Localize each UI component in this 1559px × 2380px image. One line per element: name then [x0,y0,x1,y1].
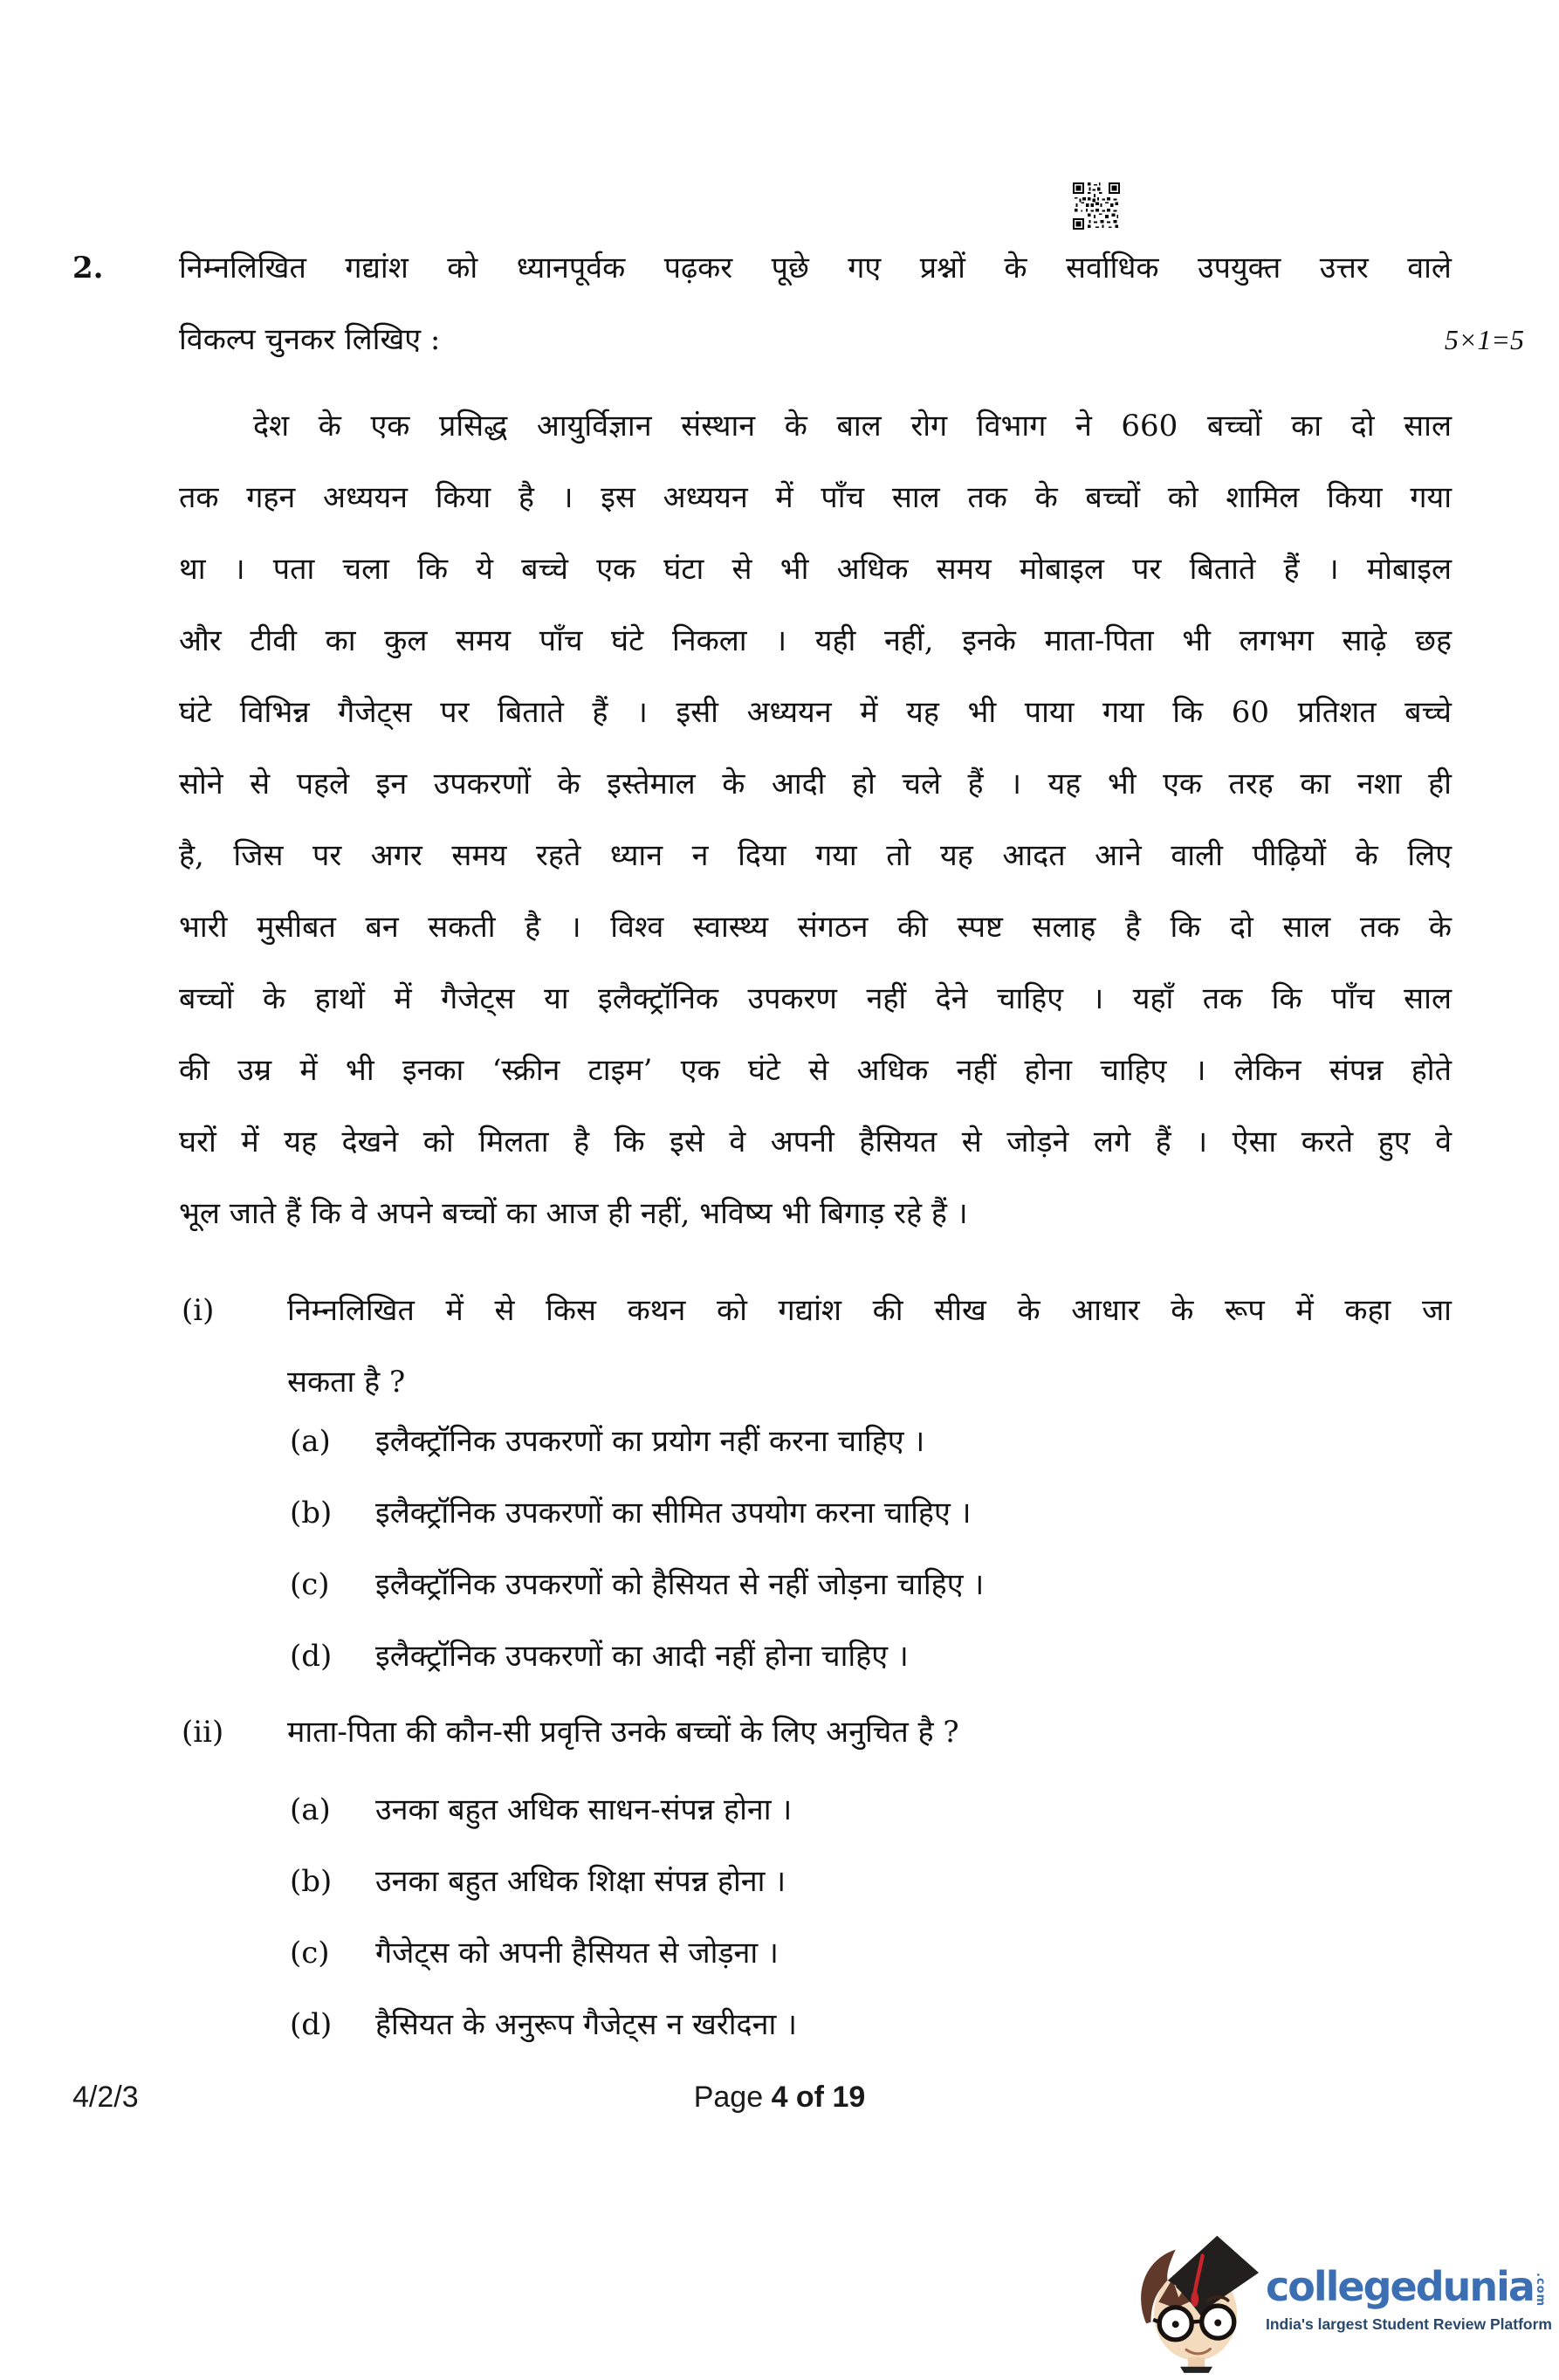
page-number: 4 of 19 [771,2081,866,2114]
option-d-text: हैसियत के अनुरूप गैजेट्स न खरीदना । [375,2007,797,2042]
option-d [290,1620,1452,1692]
sub-question-i-text-line: सकता है ? [287,1365,406,1400]
option-c-label: (c) [290,1567,330,1602]
page-indicator [0,2081,1559,2115]
passage-line: सोने से पहले इन उपकरणों के इस्तेमाल के आदी हो चले हैं । यह भी एक तरह का नशा ही [179,767,1452,801]
option-d-label: (d) [290,1639,333,1674]
passage-line: भूल जाते हैं कि वे अपने बच्चों का आज ही नहीं, भविष्य भी बिगाड़ रहे हैं । [179,1196,968,1231]
sub-question-i-options [179,1406,1452,1692]
sub-question-ii [179,1696,1452,1768]
passage-line: घंटे विभिन्न गैजेट्स पर बिताते हैं । इसी अध्ययन में यह भी पाया गया कि 60 प्रतिशत बच्चे [179,695,1452,730]
option-c [290,1917,1452,1989]
option-a-label: (a) [290,1424,331,1459]
collegedunia-mascot-icon [1128,2223,1259,2377]
instruction-line: निम्नलिखित गद्यांश को ध्यानपूर्वक पढ़कर पूछे गए प्रश्नों के सर्वाधिक उपयुक्त उत्तर वाले [179,251,1452,285]
paper-code: 4/2/3 [72,2081,139,2114]
passage-line: है, जिस पर अगर समय रहते ध्यान न दिया गया तो यह आदत आने वाली पीढ़ियों के लिए [179,838,1452,873]
option-c-label: (c) [290,1936,330,1971]
logo-wordmark: collegedunia [1266,2262,1534,2310]
option-b-label: (b) [290,1496,333,1530]
sub-question-ii-text-line: माता-पिता की कौन-सी प्रवृत्ति उनके बच्चों के लिए अनुचित है ? [287,1715,959,1750]
option-c-text: गैजेट्स को अपनी हैसियत से जोड़ना । [375,1936,779,1971]
logo-tld: .com [1533,2272,1547,2307]
logo-tagline: India's largest Student Review Platform [1266,2315,1552,2334]
passage-line: भारी मुसीबत बन सकती है । विश्व स्वास्थ्य संगठन की स्पष्ट सलाह है कि दो साल तक के [179,910,1452,945]
sub-question-i [179,1275,1452,1418]
option-b-label: (b) [290,1864,333,1899]
sub-question-i-text-line: निम्नलिखित में से किस कथन को गद्यांश की सीख के आधार के रूप में कहा जा [287,1293,1452,1328]
option-a-text: उनका बहुत अधिक साधन-संपन्न होना । [375,1792,793,1827]
sub-question-ii-label: (ii) [182,1715,224,1750]
qr-code-icon [1072,182,1121,230]
instruction-line: विकल्प चुनकर लिखिए : [179,322,441,357]
passage-line: बच्चों के हाथों में गैजेट्स या इलैक्ट्रॉनिक उपकरण नहीं देने चाहिए । यहाँ तक कि पाँच साल [179,981,1452,1016]
option-b [290,1477,1452,1549]
sub-question-ii-options [179,1774,1452,2060]
page-label: Page [693,2081,764,2114]
collegedunia-logo [1128,2223,1552,2377]
option-d-label: (d) [290,2007,333,2042]
option-a [290,1406,1452,1477]
reading-passage [179,390,1452,1249]
passage-line: था । पता चला कि ये बच्चे एक घंटा से भी अधिक समय मोबाइल पर बिताते हैं । मोबाइल [179,552,1452,587]
passage-line: घरों में यह देखने को मिलता है कि इसे वे अपनी हैसियत से जोड़ने लगे हैं । ऐसा करते हुए वे [179,1125,1452,1159]
passage-line: तक गहन अध्ययन किया है । इस अध्ययन में पाँच साल तक के बच्चों को शामिल किया गया [179,480,1452,515]
passage-line: की उम्र में भी इनका ‘स्क्रीन टाइम’ एक घंटे से अधिक नहीं होना चाहिए । लेकिन संपन्न होते [179,1053,1452,1088]
sub-question-i-label: (i) [182,1293,215,1328]
question-instruction [179,232,1452,375]
passage-line: और टीवी का कुल समय पाँच घंटे निकला । यही नहीं, इनके माता-पिता भी लगभग साढ़े छह [179,623,1452,658]
option-b-text: इलैक्ट्रॉनिक उपकरणों का सीमित उपयोग करना चाहिए । [375,1496,972,1530]
option-c-text: इलैक्ट्रॉनिक उपकरणों को हैसियत से नहीं जोड़ना चाहिए । [375,1567,985,1602]
option-b-text: उनका बहुत अधिक शिक्षा संपन्न होना । [375,1864,786,1899]
option-b [290,1846,1452,1917]
option-a-label: (a) [290,1792,331,1827]
option-d-text: इलैक्ट्रॉनिक उपकरणों का आदी नहीं होना चाहिए । [375,1639,909,1674]
option-d [290,1989,1452,2060]
marks-badge: 5×1=5 [1444,324,1524,355]
option-a-text: इलैक्ट्रॉनिक उपकरणों का प्रयोग नहीं करना चाहिए । [375,1424,925,1459]
question-number: 2. [72,251,104,285]
passage-line: देश के एक प्रसिद्ध आयुर्विज्ञान संस्थान के बाल रोग विभाग ने 660 बच्चों का दो साल [253,409,1452,444]
option-c [290,1549,1452,1620]
option-a [290,1774,1452,1846]
